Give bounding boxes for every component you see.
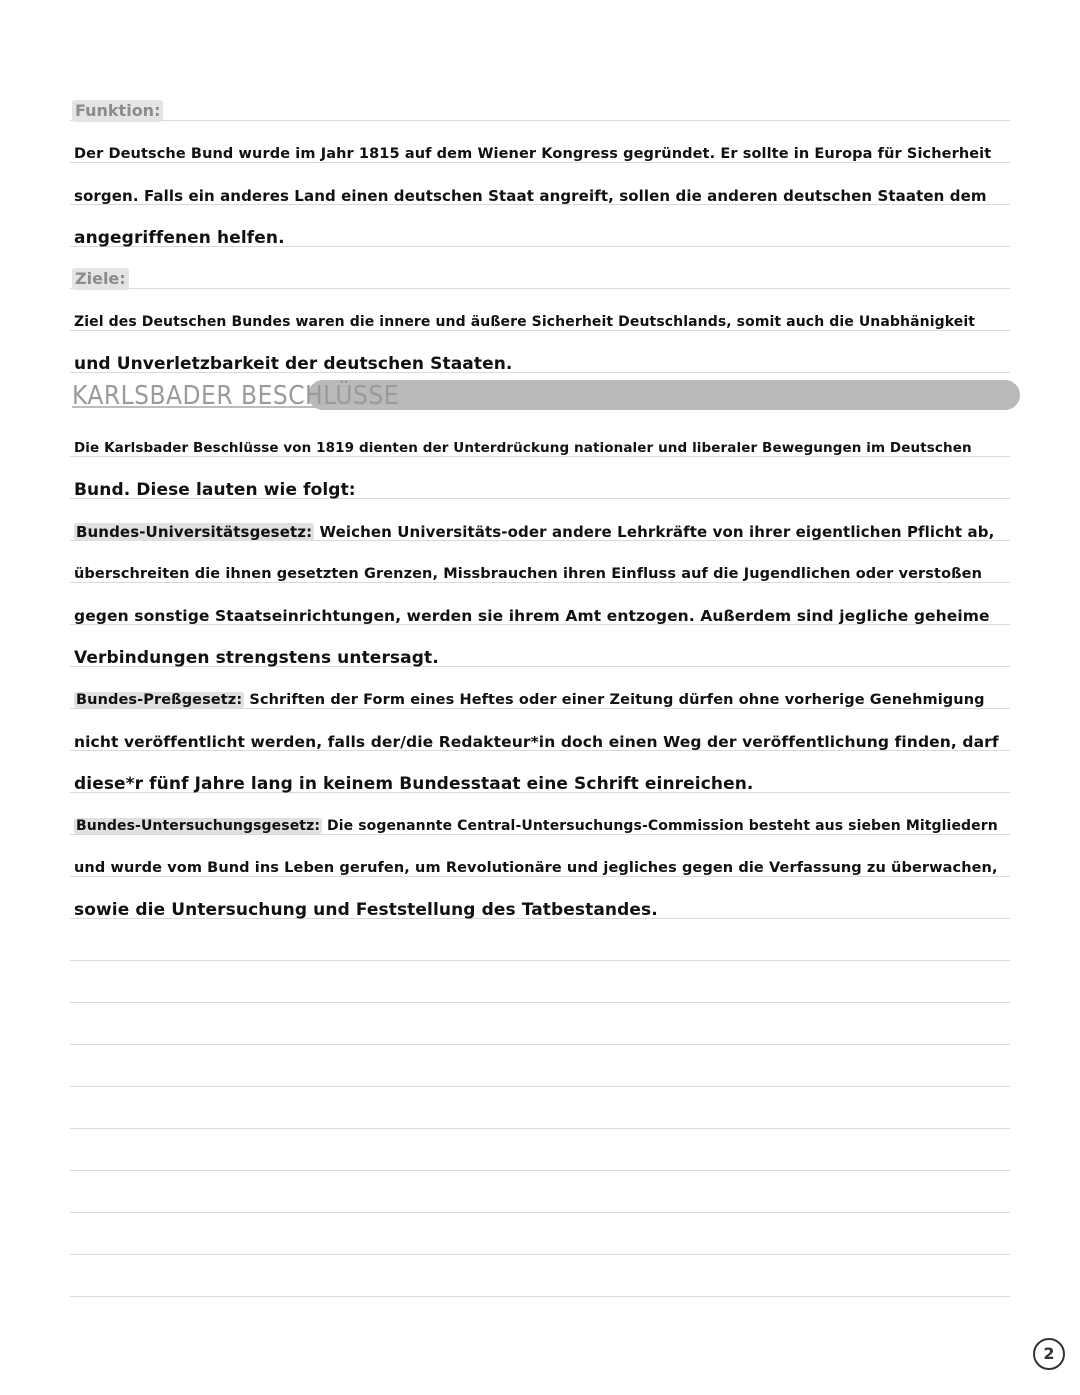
untersuchung-line-1 [74,813,1004,839]
ruled-line [70,960,1010,961]
untersuchung-line-2: und wurde vom Bund ins Leben gerufen, um Revolutionäre und jegliches gegen die Verfassung zu überwachen, [74,860,998,876]
ruled-line [70,1086,1010,1087]
funktion-line-2: sorgen. Falls ein anderes Land einen deutschen Staat angreift, sollen die anderen deutschen Staaten dem [74,187,987,205]
presse-line-1 [74,687,1004,713]
universitaet-line-3: gegen sonstige Staatseinrichtungen, werden sie ihrem Amt entzogen. Außerdem sind jegliche geheime [74,607,990,625]
presse-line-2: nicht veröffentlicht werden, falls der/die Redakteur*in doch einen Weg der veröffentlichung finden, darf [74,733,999,751]
intro-line-2: Bund. Diese lauten wie folgt: [74,480,356,500]
untersuchung-first-line: Die sogenannte Central-Untersuchungs-Commission besteht aus sieben Mitgliedern [322,818,998,834]
ruled-line [70,1002,1010,1003]
ruled-line [70,288,1010,289]
ruled-line [70,1128,1010,1129]
untersuchung-term: Bundes-Untersuchungsgesetz: [76,818,321,834]
ziele-line-2: und Unverletzbarkeit der deutschen Staaten. [74,354,513,374]
funktion-label: Funktion: [72,100,163,122]
universitaet-term: Bundes-Universitätsgesetz: [76,523,313,541]
ruled-line [70,1296,1010,1297]
ruled-line [70,120,1010,121]
presse-first-line: Schriften der Form eines Heftes oder einer Zeitung dürfen ohne vorherige Genehmigung [244,692,985,708]
universitaet-first-line: Weichen Universitäts-oder andere Lehrkräfte von ihrer eigentlichen Pflicht ab, [314,523,995,541]
universitaet-line-1 [74,519,1004,545]
funktion-line-1: Der Deutsche Bund wurde im Jahr 1815 auf dem Wiener Kongress gegründet. Er sollte in Europa für Sicherheit [74,146,992,162]
section-heading-bar [308,380,1020,410]
intro-line-1: Die Karlsbader Beschlüsse von 1819 dienten der Unterdrückung nationaler und liberaler Bewegungen im Deutschen [74,440,972,456]
ziele-line-1: Ziel des Deutschen Bundes waren die innere und äußere Sicherheit Deutschlands, somit auch die Unabhänigkeit [74,314,976,330]
presse-term: Bundes-Preßgesetz: [76,692,243,708]
universitaet-line-4: Verbindungen strengstens untersagt. [74,648,439,668]
ruled-line [70,1212,1010,1213]
ruled-line [70,1170,1010,1171]
funktion-line-3: angegriffenen helfen. [74,228,285,248]
presse-line-3: diese*r fünf Jahre lang in keinem Bundesstaat eine Schrift einreichen. [74,774,754,794]
ruled-line [70,1254,1010,1255]
untersuchung-line-3: sowie die Untersuchung und Feststellung des Tatbestandes. [74,900,658,920]
ruled-line [70,1044,1010,1045]
ziele-label: Ziele: [72,268,129,290]
page-number-badge: 2 [1033,1338,1065,1370]
universitaet-line-2: überschreiten die ihnen gesetzten Grenzen, Missbrauchen ihren Einfluss auf die Jugendlichen oder verstoßen [74,566,983,582]
section-heading: KARLSBADER BESCHLÜSSE [72,381,399,411]
